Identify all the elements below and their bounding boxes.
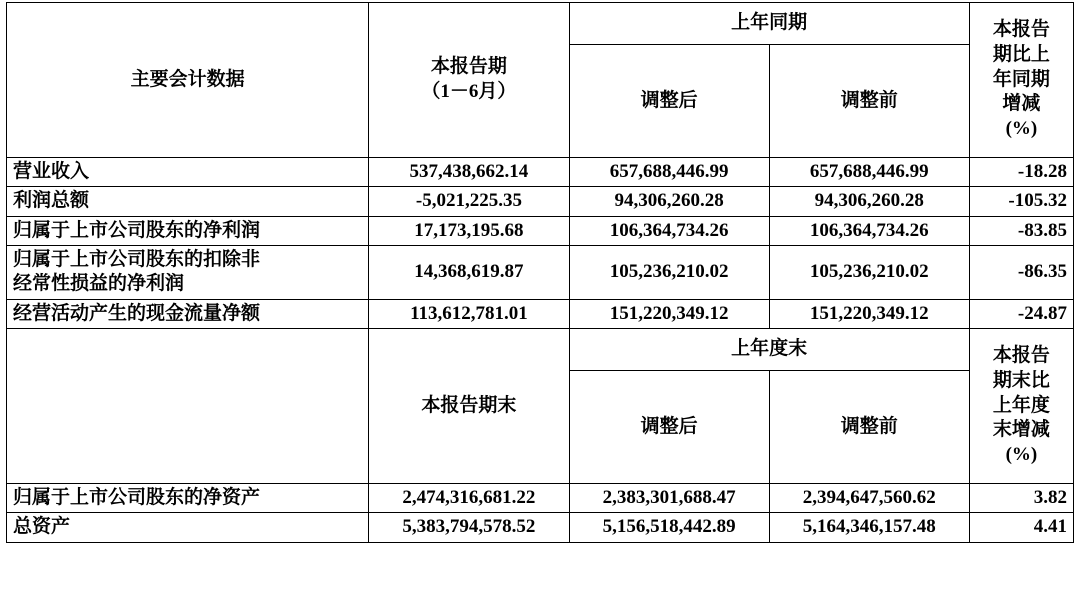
header-same-period-last-year: 上年同期 [569, 3, 969, 45]
cell-revenue-adjusted: 657,688,446.99 [569, 158, 769, 187]
cell-net-profit-deducted-change: -86.35 [969, 245, 1073, 299]
header-current-period-line1: 本报告期 [430, 56, 507, 78]
header-change-pct-end-line-4: 末增减 [992, 419, 1050, 441]
header-current-period-line2: （1－6月） [421, 81, 517, 102]
row-label-operating-cashflow: 经营活动产生的现金流量净额 [7, 299, 369, 328]
header-change-pct-line-5: (%) [1005, 118, 1038, 140]
table-header-row-top-2 [7, 328, 1074, 370]
table-row [7, 216, 1074, 245]
header-change-pct-line-2: 期比上 [992, 43, 1050, 65]
header-main-label: 主要会计数据 [7, 3, 369, 158]
cell-net-assets-adjusted: 2,383,301,688.47 [569, 483, 769, 512]
cell-net-assets-change: 3.82 [969, 483, 1073, 512]
header-change-pct-line-3: 年同期 [992, 68, 1050, 90]
header-adjusted-2: 调整后 [569, 370, 769, 483]
table-row [7, 299, 1074, 328]
cell-operating-cashflow-change: -24.87 [969, 299, 1073, 328]
cell-revenue-current: 537,438,662.14 [369, 158, 569, 187]
table-row [7, 158, 1074, 187]
cell-total-assets-change: 4.41 [969, 513, 1073, 542]
header-change-pct-end-line-5: (%) [1005, 443, 1038, 465]
header-change-pct-end-line-2: 期末比 [992, 369, 1050, 391]
row-label-net-profit-deducted-line2: 经常性损益的净利润 [13, 273, 185, 295]
cell-net-profit-deducted-adjusted: 105,236,210.02 [569, 245, 769, 299]
cell-operating-cashflow-current: 113,612,781.01 [369, 299, 569, 328]
cell-net-profit-deducted-current: 14,368,619.87 [369, 245, 569, 299]
row-label-net-assets: 归属于上市公司股东的净资产 [7, 483, 369, 512]
cell-net-profit-adjusted: 106,364,734.26 [569, 216, 769, 245]
header-current-period [369, 3, 569, 158]
header-end-of-last-year: 上年度末 [569, 328, 969, 370]
cell-total-profit-current: -5,021,225.35 [369, 187, 569, 216]
cell-operating-cashflow-adjusted: 151,220,349.12 [569, 299, 769, 328]
cell-operating-cashflow-before: 151,220,349.12 [769, 299, 969, 328]
table-row [7, 245, 1074, 299]
cell-total-assets-before: 5,164,346,157.48 [769, 513, 969, 542]
cell-net-profit-before: 106,364,734.26 [769, 216, 969, 245]
table-header-row-top [7, 3, 1074, 45]
header-change-pct-end-line-1: 本报告 [992, 345, 1050, 367]
header-blank-cell [7, 328, 369, 483]
header-change-pct-end [969, 328, 1073, 483]
cell-total-profit-change: -105.32 [969, 187, 1073, 216]
table-row [7, 483, 1074, 512]
header-change-pct-line-1: 本报告 [992, 19, 1050, 41]
cell-net-profit-deducted-before: 105,236,210.02 [769, 245, 969, 299]
cell-total-assets-adjusted: 5,156,518,442.89 [569, 513, 769, 542]
row-label-net-profit: 归属于上市公司股东的净利润 [7, 216, 369, 245]
header-change-pct-line-4: 增减 [1002, 93, 1041, 115]
header-before-adjust: 调整前 [769, 45, 969, 158]
cell-revenue-change: -18.28 [969, 158, 1073, 187]
header-adjusted: 调整后 [569, 45, 769, 158]
cell-net-assets-before: 2,394,647,560.62 [769, 483, 969, 512]
row-label-revenue: 营业收入 [7, 158, 369, 187]
row-label-net-profit-deducted [7, 245, 369, 299]
header-current-period-end: 本报告期末 [369, 328, 569, 483]
cell-revenue-before: 657,688,446.99 [769, 158, 969, 187]
row-label-net-profit-deducted-line1: 归属于上市公司股东的扣除非 [13, 248, 261, 270]
cell-net-profit-current: 17,173,195.68 [369, 216, 569, 245]
cell-total-assets-current: 5,383,794,578.52 [369, 513, 569, 542]
header-before-adjust-2: 调整前 [769, 370, 969, 483]
table-row [7, 187, 1074, 216]
header-change-pct [969, 3, 1073, 158]
cell-total-profit-before: 94,306,260.28 [769, 187, 969, 216]
header-change-pct-end-line-3: 上年度 [992, 394, 1050, 416]
row-label-total-profit: 利润总额 [7, 187, 369, 216]
cell-net-profit-change: -83.85 [969, 216, 1073, 245]
cell-net-assets-current: 2,474,316,681.22 [369, 483, 569, 512]
row-label-total-assets: 总资产 [7, 513, 369, 542]
table-row [7, 513, 1074, 542]
key-accounting-data-table [6, 2, 1074, 543]
cell-total-profit-adjusted: 94,306,260.28 [569, 187, 769, 216]
